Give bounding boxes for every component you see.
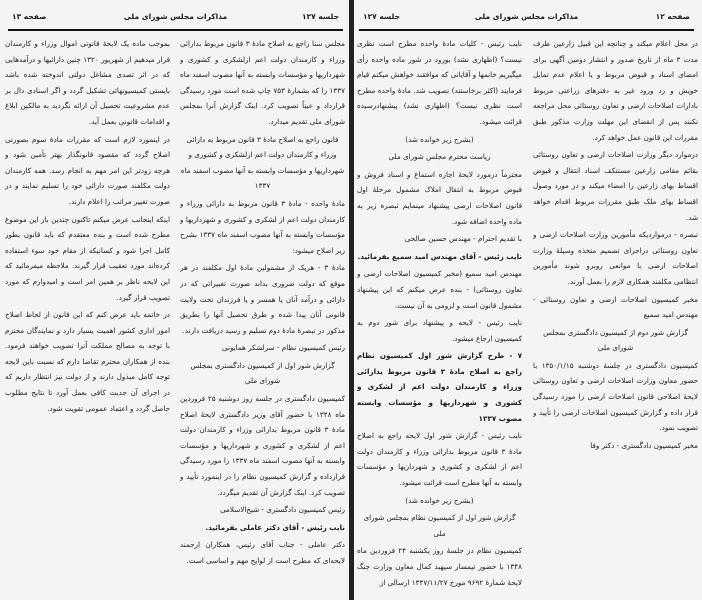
session-number: جلسه ۱۲۷ [363, 12, 400, 21]
paragraph: نایب رئیس - گزارش شور اول لایحه راجع به اصلاح مادهٔ ۳ قانون مربوط بدارائی وزراء و کارمندان دولت اعم از لشکری و کشوری و شهرداریها و مؤسسات وابسته به آنها مطرح است قرائت میشود. [357, 431, 522, 488]
paragraph: مخبر کمیسیون اصلاحات ارضی و تعاون روستائی - مهندس امید سمیع [533, 294, 698, 320]
paragraph: مجلس سنا راجع به اصلاح مادهٔ ۳ قانون مربوط بدارائی وزراء و کارمندان دولت اعم ازلشکری و کشوری و شهرداریها و مؤسسات وابسته به آنها مصوب اسفند ماه ۱۳۳۷ را که بشمارهٔ ۷۵۳ چاپ شده است مورد رسیدگی قرارداد و عیناً تصویب کرد. اینک گزارش آنرا بمجلس شورای ملی تقدیم میدارد. [180, 39, 345, 126]
paragraph: با تقدیم احترام - مهندس حسین صالحی [404, 234, 522, 244]
paragraph: کمیسیون نظام در جلسهٔ روز یکشنبه ۲۴ فروردین ماه ۱۳۴۸ با حضور تیمسار سپهبد کمال معاون وزارت جنگ لایحهٔ شمارهٔ ۹۶۹۲ مورخ ۱۳۴۷/۱۱/۲۷ ارسالی از [357, 546, 522, 587]
page-number: صفحه ۱۲ [655, 12, 690, 21]
running-title: مذاکرات مجلس شورای ملی [123, 12, 228, 21]
paragraph: مهندس امید سمیع (مخبر کمیسیون اصلاحات ارضی و تعاون روستائی) - بنده عرض میکنم که این پیشنهاد مشمول قانون است و لزومی به آن نیست. [357, 269, 522, 310]
paragraph: مادهٔ واحده - مادهٔ ۳ قانون مربوط به دارائی وزراء و کارمندان دولت اعم از لشکری و کشوری و شهرداریها و مؤسسات وابسته به آنها مصوب اسفند ماه ۱۳۳۷ بشرح زیر اصلاح میشود: [180, 198, 345, 255]
paragraph: درموارد دیگر وزارت اصلاحات ارضی و تعاون روستائی بقائم مقامی زارعین مستنکف اسناد انتقال و قبوض اقساط بهای زارعین را امضاء میکند و در مورد وصول اقساط بهای ملک طبق مقررات مربوط اقدام خواهد شد. [533, 150, 698, 222]
paragraph: بموجب ماده یک لایحهٔ قانونی اموال وزراء و کارمندان قرار میدهیم از شهریور ۱۳۲۰ چنین دارائیها و درآمدهایی که در اثر تصدی مشاغل دولتی اندوخته شده باشد بایستی کمیسیونهائی تشکیل گردد و اگر اسنادی دال بر عدم مشروعیت تحصیل آن ارائه نگردید به مالکین ابلاغ و اقدامات قانونی بعمل آید. [5, 39, 170, 126]
paragraph: گزارش شور دوم از کمیسیون دادگستری بمجلس شورای ملی [543, 327, 688, 353]
paragraph: رئیس کمیسیون دادگستری - شیخ‌الاسلامی [220, 505, 345, 515]
paragraph: ریاست محترم مجلس شورای ملی [388, 152, 491, 162]
paragraph: رئیس کمیسیون نظام - سرلشکر همایونی [221, 343, 345, 353]
running-title: مذاکرات مجلس شورای ملی [474, 12, 579, 21]
paragraph: مخبر کمیسیون دادگستری - دکتر وفا [590, 440, 698, 450]
text-column-right [180, 36, 345, 596]
text-column-right [533, 36, 698, 596]
paragraph: ۷ - طرح گزارش شور اول کمیسیون نظام راجع به اصلاح مادهٔ ۳ قانون مربوط بدارائی وزراء و کارمندان دولت اعم از لشکری و کشوری و شهرداریها و مؤسسات وابسته مصوب ۱۳۳۷ [357, 351, 522, 423]
text-column-left [357, 36, 522, 596]
paragraph: قانون راجع به اصلاح مادهٔ ۳ قانون مربوط به دارائی وزراء و کارمندان دولت اعم ازلشکری و کشوری و شهرداریها و مؤسسات وابسته به آنها مصوب اسفند ماه ۱۳۳۷ [180, 134, 345, 191]
paragraph: (بشرح زیر خوانده شد) [405, 134, 474, 144]
paragraph: نایب رئیس - آقای دکتر عاملی بفرمائید. [205, 522, 345, 532]
page-header [363, 12, 690, 26]
paragraph: کمیسیون دادگستری در جلسه روز دوشنبه ۲۵ فروردین ماه ۱۳۴۸ با حضور آقای وزیر دادگستری لایحهٔ اصلاح مادهٔ ۳ قانون مربوط بدارائی وزراء و کارمندان دولت اعم از لشکری و کشوری و شهرداریها و مؤسسات وابسته به آنها مصوب اسفند ماه ۱۳۳۷ را مورد رسیدگی قرارداده و گزارش کمیسیون نظام را در اینمورد تأیید و تصویب کرد. اینک گزارش آن تقدیم میگردد. [180, 394, 345, 497]
paragraph: گزارش شور اول از کمیسیون نظام بمجلس شورای ملی [363, 513, 516, 538]
page-header [12, 12, 339, 26]
paragraph: اینکه اینجانب عرض میکنم تاکنون چندین بار این موضوع مطرح شده است و بنده معتقدم که باید قانون بطور کامل اجرا شود و کسانیکه از مقام خود سوء استفاده کرده‌اند مورد تعقیب قرار گیرند. ملاحظه میفرمائید که این لایحه ناظر بر همین امر است و امیدوارم که مورد تصویب قرار گیرد. [5, 214, 170, 302]
paragraph: کمیسیون دادگستری در جلسهٔ دوشنبه ۱۳۵۰/۱/۱۵ با حضور معاون وزارت اصلاحات ارضی و تعاون روستائی لایحهٔ اصلاحی قانون اصلاحات ارضی را مورد رسیدگی قرار داده و گزارش کمیسیون اصلاحات ارضی را تأیید و تصویب نمود. [533, 360, 698, 433]
paragraph: در محل اعلام میکند و چنانچه این قبیل زارعین ظرف مدت ۳ ماه از تاریخ صدور و انتشار دومین آگهی برای امضای اسناد و قبوض مربوط و یا اعلام عدم تمایل خویش و رد ورود غیر به دفترهای زراعتی مربوط بادارات اصلاحات ارضی و تعاون روستائی محل مراجعه نکنند پس از انقضای این مهلت وزارت مذکور طبق مقررات این قانون عمل خواهد کرد. [533, 39, 698, 142]
paragraph: در اینمورد لازم است که مقررات مادهٔ سوم بصورتی اصلاح گردد که مقصود قانونگذار بهتر تأمین شود و هرچه زودتر این امر مهم به انجام رسد. همه کارمندان دولت مکلفند صورت دارائی خود را تسلیم نمایند و در صورت تغییر مراتب را اعلام دارند. [5, 134, 170, 206]
paragraph: دکتر عاملی - جناب آقای رئیس، همکاران ارجمند لایحه‌ای که مطرح است از لوایح مهم و اساسی است. [180, 540, 345, 565]
paragraph: در خاتمه باید عرض کنم که این قانون از لحاظ اصلاح امور اداری کشور اهمیت بسیار دارد و نمایندگان محترم با توجه به مصالح مملکت آنرا تصویب خواهند فرمود. بنده از همکاران محترم تقاضا دارم که نسبت باین لایحه توجه کامل مبذول دارند و از دولت نیز انتظار داریم که در اجرای آن جدیت کافی بعمل آورد تا نتایج مطلوب حاصل گردد و اعتماد عمومی تقویت شود. [5, 310, 170, 413]
header-rule [359, 29, 694, 31]
text-column-left [5, 36, 170, 596]
paragraph: نایب رئیس - لایحه و پیشنهاد برای شور دوم به کمیسیون ارجاع میشود. [357, 318, 522, 343]
paragraph: تبصره - درمواردیکه مأمورین وزارت اصلاحات ارضی و تعاون روستائی دراجرای تصمیم متخذه وسیلهٔ وزارت اصلاحات ارضی با موانعی روبرو شوند مأمورین انتظامی مکلفند همکاری لازم را بعمل آورند. [533, 230, 698, 286]
session-number: جلسه ۱۲۷ [302, 12, 339, 21]
paragraph: گزارش شور اول از کمیسیون دادگستری بمجلس شورای ملی [190, 360, 335, 386]
page-number: صفحه ۱۳ [12, 12, 47, 21]
paragraph: محترماً درمورد لایحهٔ اجازه استماع و اسناد فروش و قبوض مربوط به انتقال املاک مشمول مرحلهٔ اول قانون اصلاحات ارضی پیشنهاد مینمایم تبصره زیر به ماده واحده اضافه شود. [357, 169, 522, 226]
paragraph: مادهٔ ۳ - هریک از مشمولین مادهٔ اول مکلفند در هر موقع که دولت ضروری بداند صورت تغییراتی که در دارائی و درآمد آنان یا همسر و یا فرزندان تحت ولایت قانونی آنان پیدا شده و طرق تحصیل آنها را بطریق مذکور در تبصرهٔ مادهٔ دوم تسلیم و رسید دریافت دارند. [180, 263, 345, 335]
header-rule [8, 29, 343, 31]
paragraph: (بشرح زیر خوانده شد) [405, 495, 474, 505]
paragraph: نایب رئیس - آقای مهندس امید سمیع بفرمائید. [357, 251, 522, 261]
right-page [351, 0, 702, 600]
paragraph: نایب رئیس - کلیات مادهٔ واحده مطرح است نظری نیست؟ (اظهاری نشد) بورود در شور ماده واحده رأی میگیریم خانمها و آقایانی که موافقند خواهش میکنم قیام فرمایند (اکثر برخاستند) تصویب شد. مادهٔ واحده مطرح است نظری نیست؟ (اظهاری نشد) پیشنهادرسیده قرائت میشود. [357, 39, 522, 126]
